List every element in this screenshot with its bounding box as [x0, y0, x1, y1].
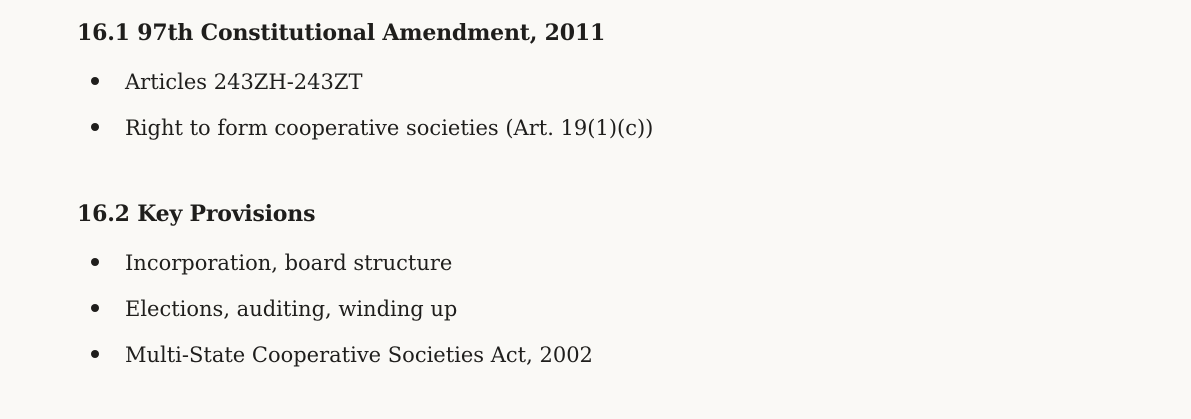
- bullet-icon: [91, 77, 99, 85]
- bullet-list: [77, 67, 1157, 159]
- bullet-icon: [91, 350, 99, 358]
- section-heading: 16.2 Key Provisions: [77, 201, 316, 227]
- bullet-list: [77, 248, 1157, 386]
- list-item: [77, 67, 1157, 113]
- bullet-icon: [91, 123, 99, 131]
- list-item-text: Right to form cooperative societies (Art. 19(1)(c)): [125, 116, 654, 140]
- section-97th-amendment: [77, 18, 1157, 159]
- list-item-text: Elections, auditing, winding up: [125, 297, 458, 321]
- list-item-text: Incorporation, board structure: [125, 251, 453, 275]
- section-key-provisions: [77, 199, 1157, 386]
- list-item: [77, 294, 1157, 340]
- section-heading: 16.1 97th Constitutional Amendment, 2011: [77, 20, 606, 46]
- list-item-text: Articles 243ZH-243ZT: [125, 70, 363, 94]
- list-item: [77, 248, 1157, 294]
- list-item-text: Multi-State Cooperative Societies Act, 2002: [125, 343, 593, 367]
- list-item: [77, 113, 1157, 159]
- list-item: [77, 340, 1157, 386]
- bullet-icon: [91, 258, 99, 266]
- bullet-icon: [91, 304, 99, 312]
